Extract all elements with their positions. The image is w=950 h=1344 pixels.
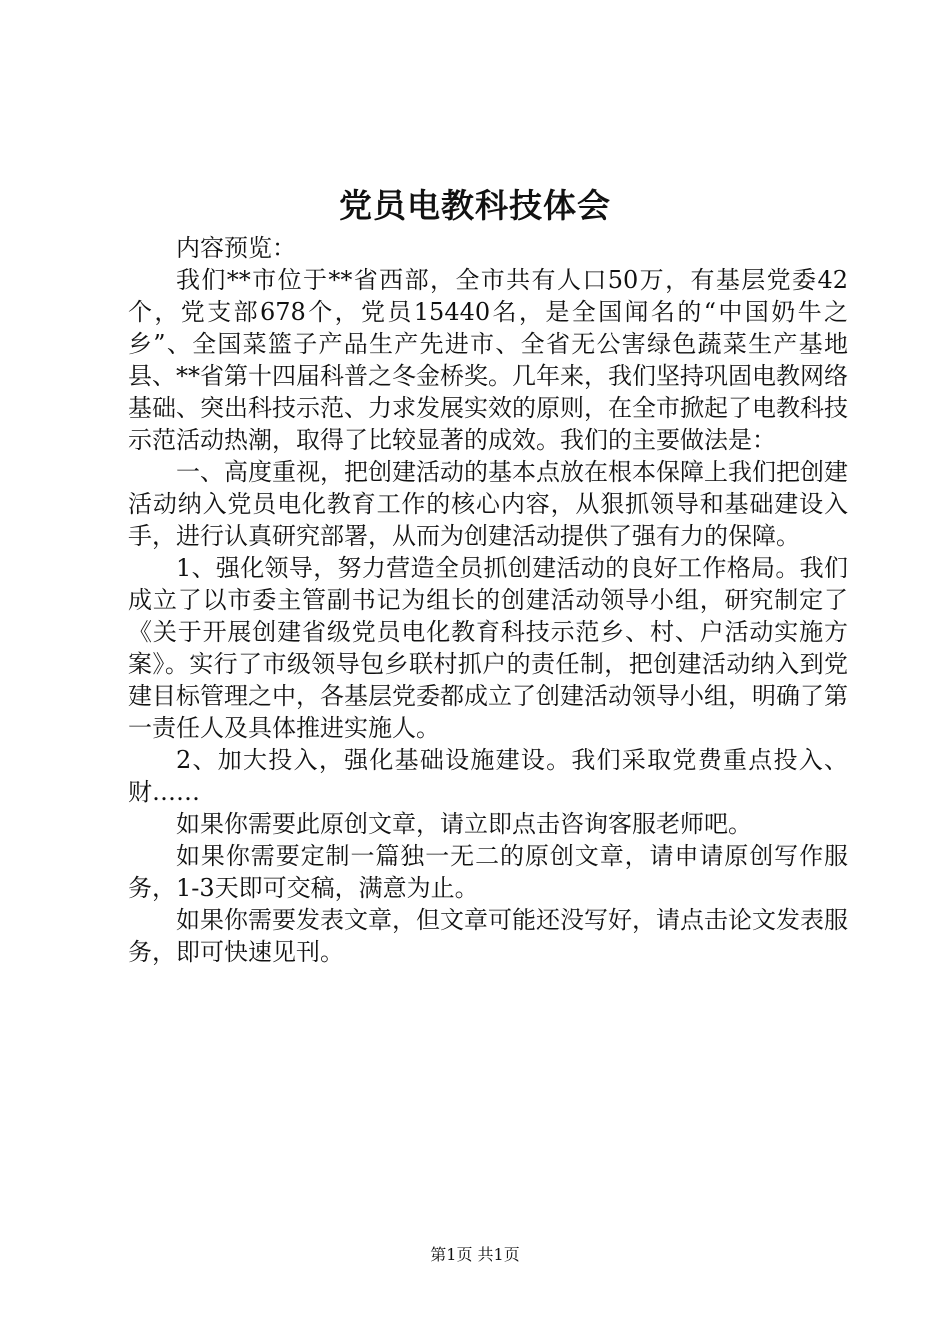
promo-consult: 如果你需要此原创文章，请立即点击咨询客服老师吧。	[176, 810, 752, 838]
paragraph-item-1: 1、强化领导，努力营造全员抓创建活动的良好工作格局。我们成立了以市委主管副书记为组长的创建活动领导小组，研究制定了《关于开展创建省级党员电化教育科技示范乡、村、户活动实施方案》。实行了市级领导包乡联村抓户的责任制，把创建活动纳入到党建目标管理之中，各基层党委都成立了创建活动领导小组，明确了第一责任人及具体推进实施人。	[128, 554, 848, 742]
promo-custom-writing: 如果你需要定制一篇独一无二的原创文章，请申请原创写作服务，1-3天即可交稿，满意为止。	[128, 842, 848, 902]
page-footer: 第1页 共1页	[430, 1245, 520, 1264]
paragraph-intro: 我们**市位于**省西部，全市共有人口50万，有基层党委42个，党支部678个，党员15440名，是全国闻名的“中国奶牛之乡”、全国菜篮子产品生产先进市、全省无公害绿色蔬菜生产基地县、**省第十四届科普之冬金桥奖。几年来，我们坚持巩固电教网络基础、突出科技示范、力求发展实效的原则，在全市掀起了电教科技示范活动热潮，取得了比较显著的成效。我们的主要做法是：	[128, 266, 848, 454]
document-body	[128, 232, 848, 968]
paragraph-section-1: 一、高度重视，把创建活动的基本点放在根本保障上我们把创建活动纳入党员电化教育工作的核心内容，从狠抓领导和基础建设入手，进行认真研究部署，从而为创建活动提供了强有力的保障。	[128, 458, 848, 550]
document-title: 党员电教科技体会	[339, 186, 611, 225]
paragraph-item-2: 2、加大投入，强化基础设施建设。我们采取党费重点投入、财……	[128, 746, 848, 806]
promo-publication: 如果你需要发表文章，但文章可能还没写好，请点击论文发表服务，即可快速见刊。	[128, 906, 848, 966]
preview-label: 内容预览：	[176, 234, 296, 262]
